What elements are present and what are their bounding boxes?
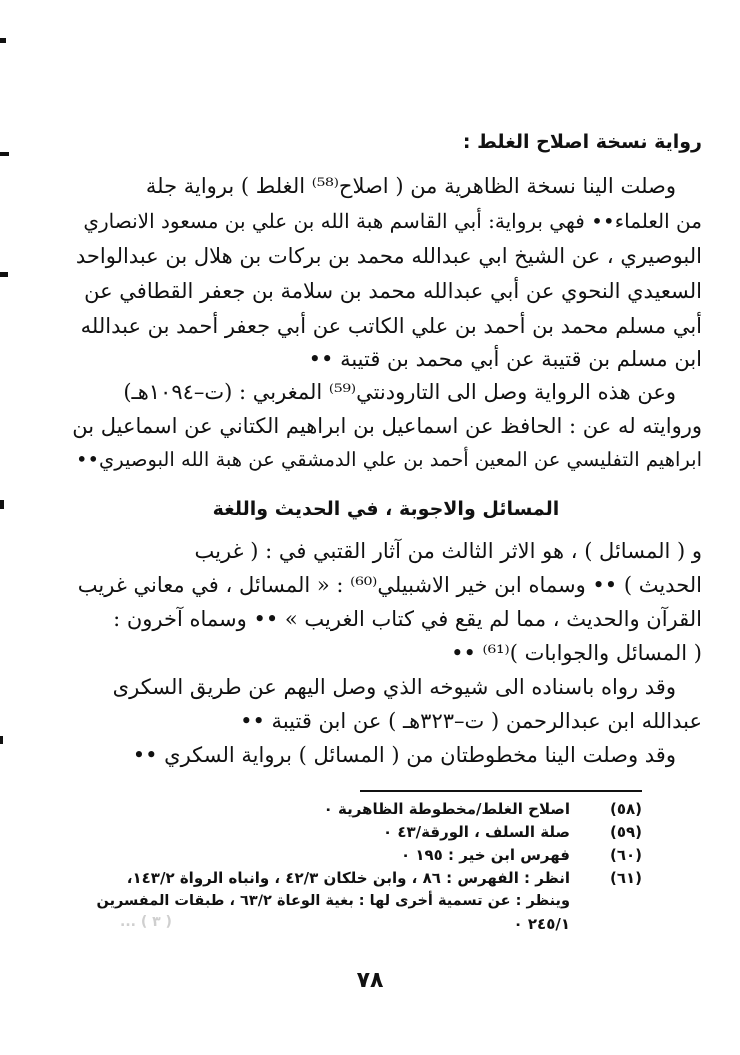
- paragraph-line: وعن هذه الرواية وصل الى التارودنتي⁽⁵⁹⁾ المغربي : (ت–١٠٩٤هـ): [123, 380, 676, 404]
- footnote-separator: [360, 790, 642, 792]
- footnotes: [90, 798, 642, 948]
- faint-show-through-text: ( ٣ ) ...: [120, 914, 172, 930]
- footnote-number: (٦٠): [609, 846, 642, 864]
- paragraph-line: القرآن والحديث ، مما لم يقع في كتاب الغريب » •• وسماه آخرون :: [113, 607, 702, 631]
- paragraph-line: البوصيري ، عن الشيخ ابي عبدالله محمد بن بركات بن هلال بن عبدالواحد: [75, 244, 702, 268]
- footnote-text: انظر : الفهرس : ٨٦ ، وابن خلكان ٤٢/٣ ، وانباه الرواة ١٤٣/٢،: [126, 869, 570, 887]
- paragraph-line: ( المسائل والجوابات )⁽⁶¹⁾ ••: [451, 641, 702, 665]
- paragraph-line: من العلماء•• فهي برواية: أبي القاسم هبة الله بن علي بن مسعود الانصاري: [83, 209, 702, 233]
- footnote-text: اصلاح الغلط/مخطوطة الظاهرية ٠: [323, 800, 570, 818]
- margin-mark-left: [0, 152, 9, 156]
- paragraph-line: الحديث ) •• وسماه ابن خير الاشبيلي⁽⁶⁰⁾ : « المسائل ، في معاني غريب: [77, 573, 702, 597]
- page-number: ٧٨: [356, 968, 384, 993]
- paragraph-line: السعيدي النحوي عن أبي عبدالله محمد بن سلامة بن جعفر القطافي عن: [84, 279, 702, 303]
- section1-heading-block: [70, 126, 702, 158]
- paragraph-line: ابراهيم التفليسي عن المعين أحمد بن علي الدمشقي عن هبة الله البوصيري••: [76, 448, 702, 471]
- paragraph-line: وقد وصلت الينا مخطوطتان من ( المسائل ) برواية السكري ••: [132, 743, 676, 767]
- paragraph-line: عبدالله ابن عبدالرحمن ( ت–٣٢٣هـ ) عن ابن قتيبة ••: [240, 709, 702, 733]
- section-heading: رواية نسخة اصلاح الغلط :: [462, 131, 702, 153]
- paragraph-line: ابن مسلم بن قتيبة عن أبي محمد بن قتيبة ••: [308, 347, 702, 371]
- section2-heading-block: [70, 493, 702, 525]
- section1-body: [70, 170, 702, 480]
- margin-mark-left: [0, 272, 8, 277]
- footnote-text: صلة السلف ، الورقة/٤٣ ٠: [382, 823, 570, 841]
- paragraph-line: وقد رواه باسناده الى شيوخه الذي وصل اليهم عن طريق السكرى: [112, 675, 676, 699]
- section-heading: المسائل والاجوبة ، في الحديث واللغة: [212, 498, 560, 520]
- footnote-text: ٢٤٥/١ ٠: [513, 915, 570, 933]
- footnote-text: فهرس ابن خير : ١٩٥ ٠: [400, 846, 570, 864]
- paragraph-line: وصلت الينا نسخة الظاهرية من ( اصلاح⁽⁵⁸⁾ الغلط ) برواية جلة: [145, 174, 676, 198]
- margin-mark-left: [0, 500, 4, 509]
- footnote-number: (٥٨): [609, 800, 642, 818]
- section2-body: [70, 535, 702, 785]
- paragraph-line: أبي مسلم محمد بن أحمد بن علي الكاتب عن أبي جعفر أحمد بن عبدالله: [80, 314, 702, 338]
- footnote-number: (٥٩): [609, 823, 642, 841]
- margin-mark-top-left: [0, 38, 6, 43]
- footnote-number: (٦١): [609, 869, 642, 887]
- paragraph-line: و ( المسائل ) ، هو الاثر الثالث من آثار القتبي في : ( غريب: [194, 539, 702, 563]
- paragraph-line: وروايته له عن : الحافظ عن اسماعيل بن ابراهيم الكتاني عن اسماعيل بن: [72, 414, 702, 438]
- margin-mark-left: [0, 736, 3, 744]
- footnote-text: وينظر : عن تسمية أخرى لها : بغية الوعاة ٦٣/٢ ، طبقات المفسرين: [96, 893, 570, 909]
